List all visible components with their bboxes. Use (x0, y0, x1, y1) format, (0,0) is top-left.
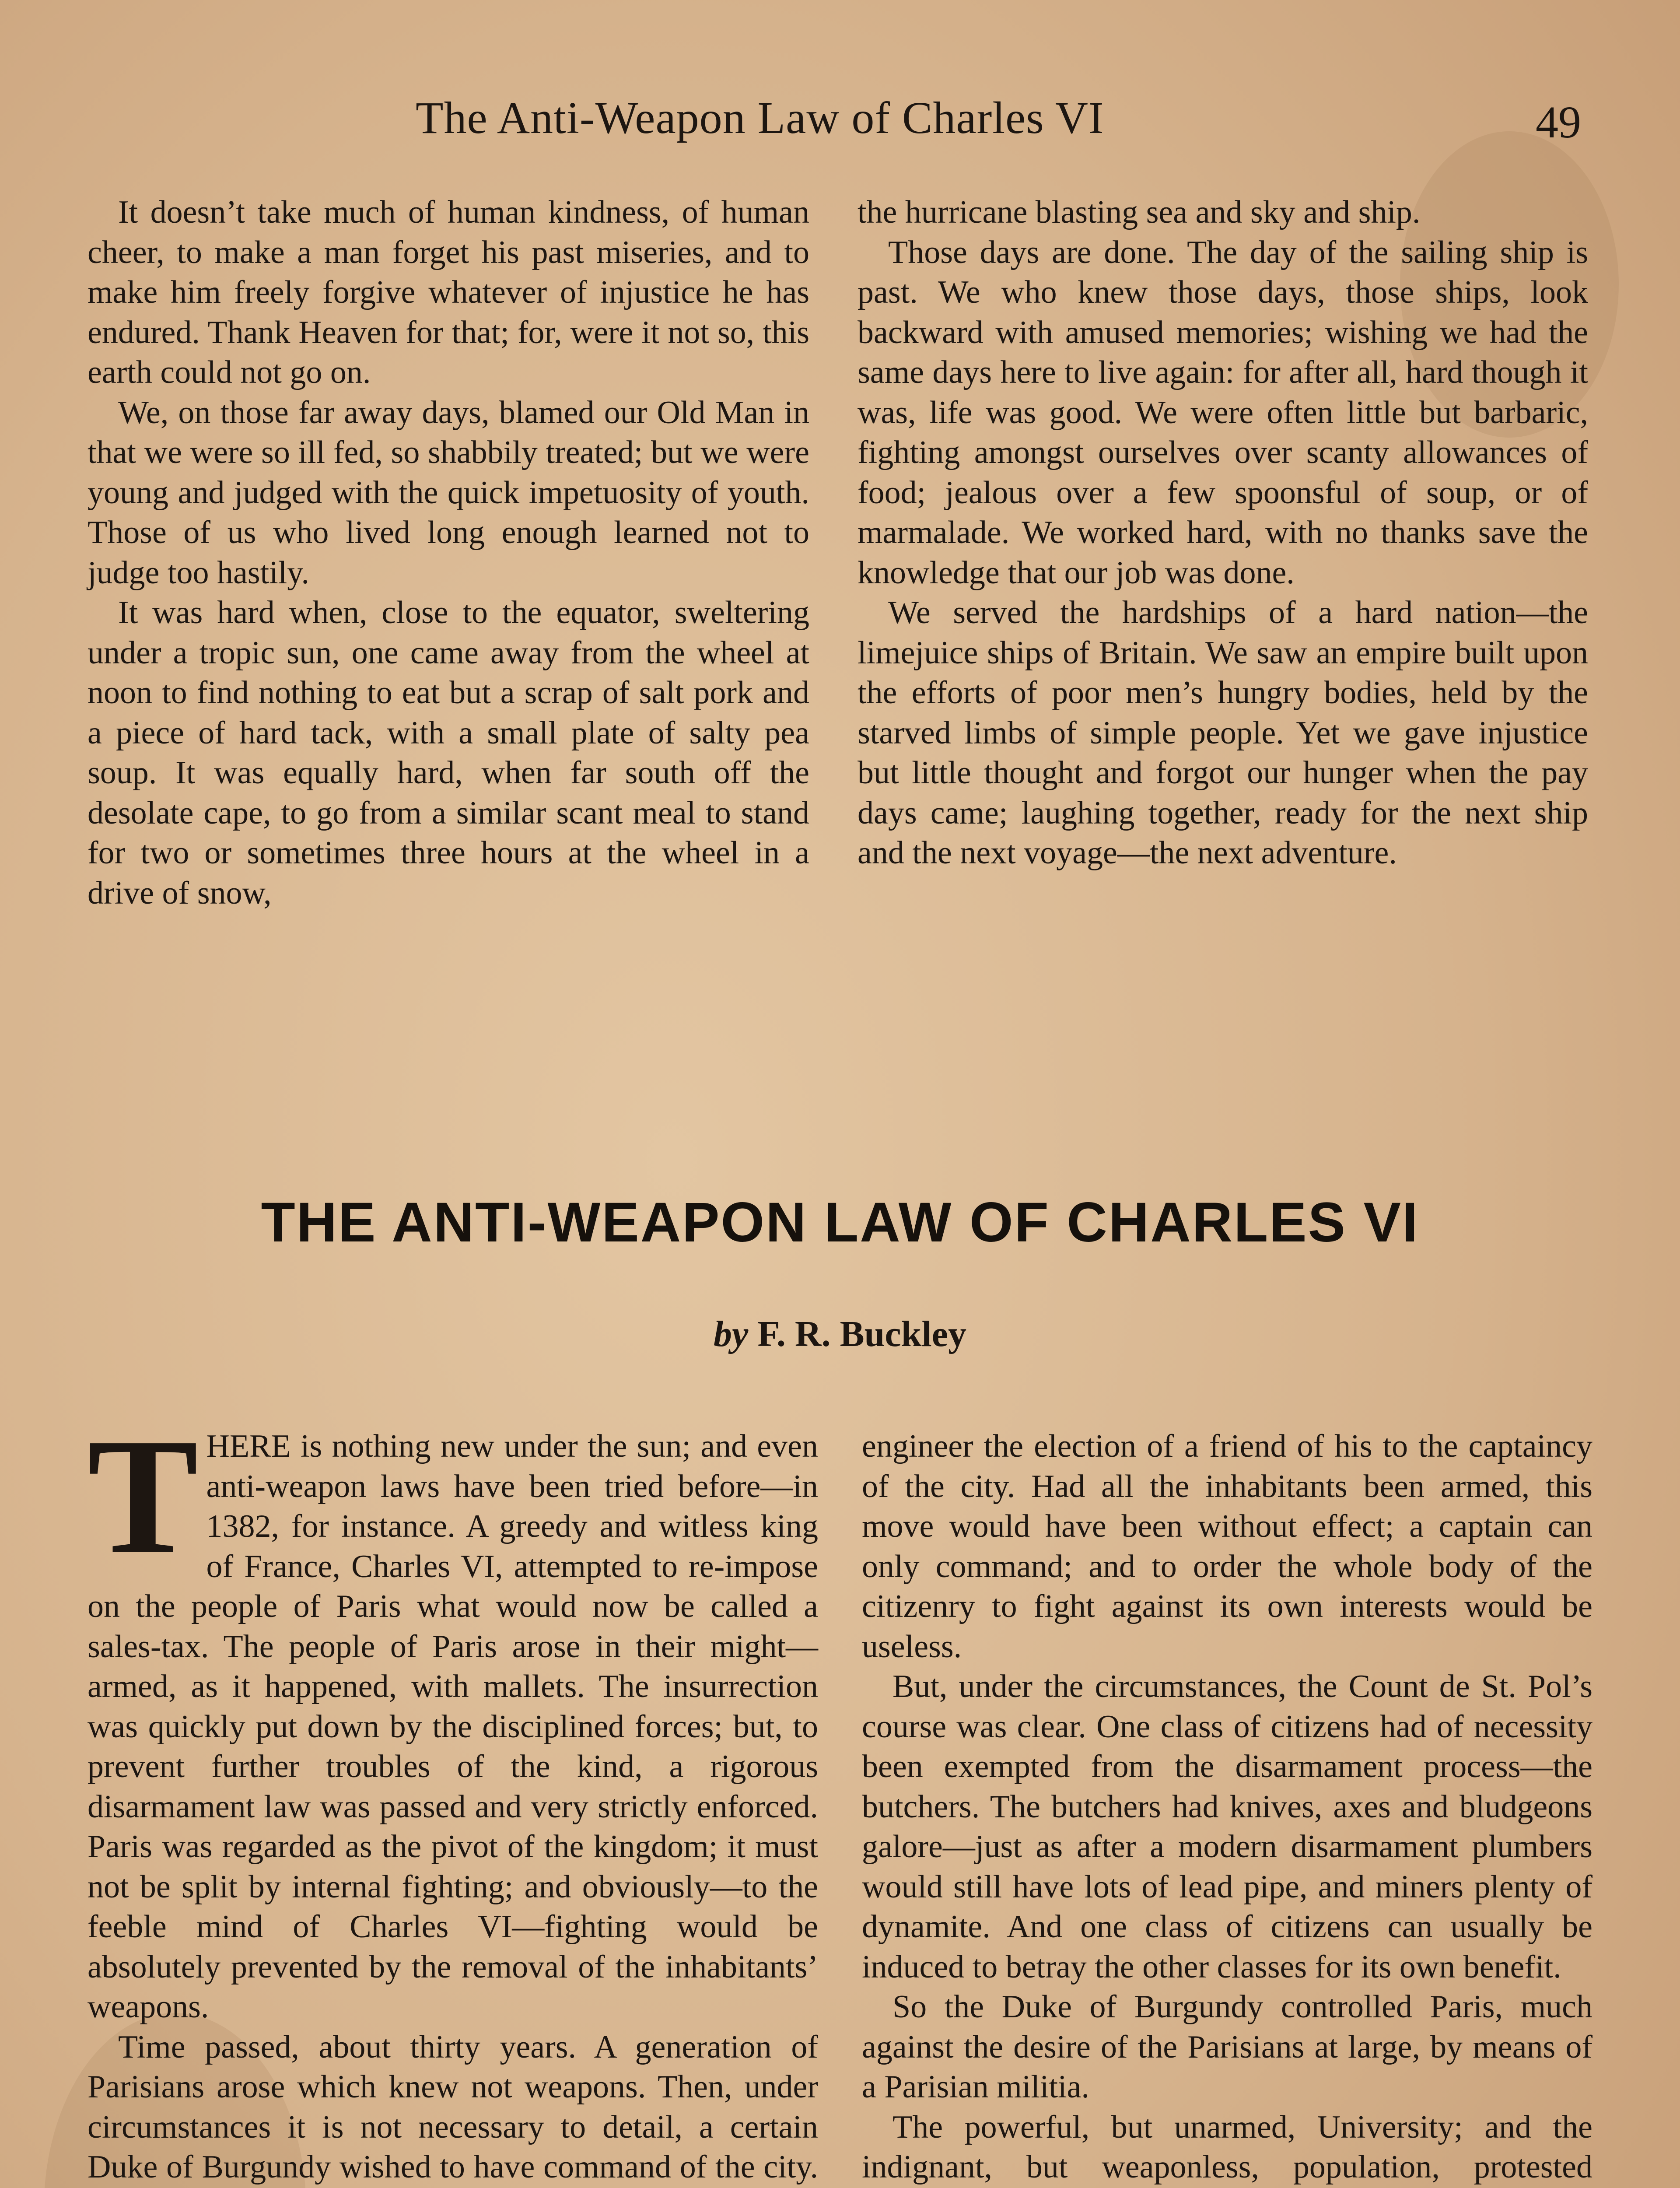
drop-cap: T (88, 1404, 199, 1588)
page-number: 49 (1536, 97, 1581, 147)
running-head (0, 92, 1680, 147)
continued-story-right-column (858, 193, 1588, 873)
paragraph: the hurricane blasting sea and sky and ship. (858, 194, 1421, 230)
paragraph: It doesn’t take much of human kindness, of human cheer, to make a man forget his past miseries, and to make him freely forgive whatever of injustice he has endured. Thank Heaven for that; for, were it not so, this earth could not go on. (88, 194, 809, 390)
first-paragraph-text: HERE is nothing new under the sun; and even anti-weapon laws have been tried before—in 1382, for instance. A greedy and witless king of France, Charles VI, attempted to re-impose on the people of Paris what would now be called a sales-tax. The people of Paris arose in their might—armed, as it happened, with mallets. The insurrection was quickly put down by the disciplined forces; but, to prevent further troubles of the kind, a rigorous disarmament law was passed and very strictly enforced. Paris was regarded as the pivot of the kingdom; it must not be split by internal fighting; and obviously—to the feeble mind of Charles VI—fighting would be absolutely prevented by the removal of the inhabitants’ weapons. (88, 1428, 818, 2025)
paragraph: So the Duke of Burgundy controlled Paris, much against the desire of the Parisians at large, by means of a Parisian militia. (862, 1989, 1592, 2105)
running-title: The Anti-Weapon Law of Charles VI (416, 93, 1104, 143)
first-paragraph (88, 1404, 818, 2027)
paragraph: We, on those far away days, blamed our Old Man in that we were so ill fed, so shabbily treated; but we were young and judged with the quick impetuosity of youth. Those of us who lived long enough learned not to judge too hastily. (88, 394, 809, 591)
paragraph: engineer the election of a friend of his to the captaincy of the city. Had all the inhabitants been armed, this move would have been without effect; a captain can only command; and to order the whole body of the citizenry to fight against its own interests would be useless. (862, 1428, 1592, 1665)
article-left-column (88, 1404, 818, 2188)
paragraph: Time passed, about thirty years. A generation of Parisians arose which knew not weapons. Then, under circumstances it is not necessary to detail, a certain Duke of Burgundy wished to have command of the city. (88, 2029, 818, 2185)
continued-story-left-column (88, 193, 809, 913)
article-right-column (862, 1427, 1592, 2188)
paragraph: The powerful, but unarmed, University; and the indignant, but weaponless, population, protested (862, 2109, 1592, 2185)
paragraph: But, under the circumstances, the Count de St. Pol’s course was clear. One class of citizens had of necessity been exempted from the disarmament process—the butchers. The butchers had knives, axes and bludgeons galore—just as after a modern disarmament plumbers would still have lots of lead pipe, and miners plenty of dynamite. And one class of citizens can usually be induced to betray the other classes for its own benefit. (862, 1669, 1592, 1985)
article-byline (0, 1313, 1680, 1355)
article-headline: THE ANTI-WEAPON LAW OF CHARLES VI (261, 1191, 1419, 1254)
byline-by: by (714, 1314, 749, 1354)
byline-author: F. R. Buckley (757, 1314, 966, 1354)
paragraph: Those days are done. The day of the sailing ship is past. We who knew those days, those ships, look backward with amused memories; wishing we had the same days here to live again: for after all, hard though it was, life was good. We were often little but barbaric, fighting amongst ourselves over scanty allowances of food; jealous over a few spoonsful of soup, or of marmalade. We worked hard, with no thanks save the knowledge that our job was done. (858, 234, 1588, 591)
paragraph: It was hard when, close to the equator, sweltering under a tropic sun, one came away from the wheel at noon to find nothing to eat but a scrap of salt pork and a piece of hard tack, with a small plate of salty pea soup. It was equally hard, when far south off the desolate cape, to go from a similar scant meal to stand for two or sometimes three hours at the wheel in a drive of snow, (88, 595, 809, 911)
paragraph: We served the hardships of a hard nation—the limejuice ships of Britain. We saw an empire built upon the efforts of poor men’s hungry bodies, held by the starved limbs of simple people. Yet we gave injustice but little thought and forgot our hunger when the pay days came; laughing together, ready for the next ship and the next voyage—the next adventure. (858, 595, 1588, 871)
